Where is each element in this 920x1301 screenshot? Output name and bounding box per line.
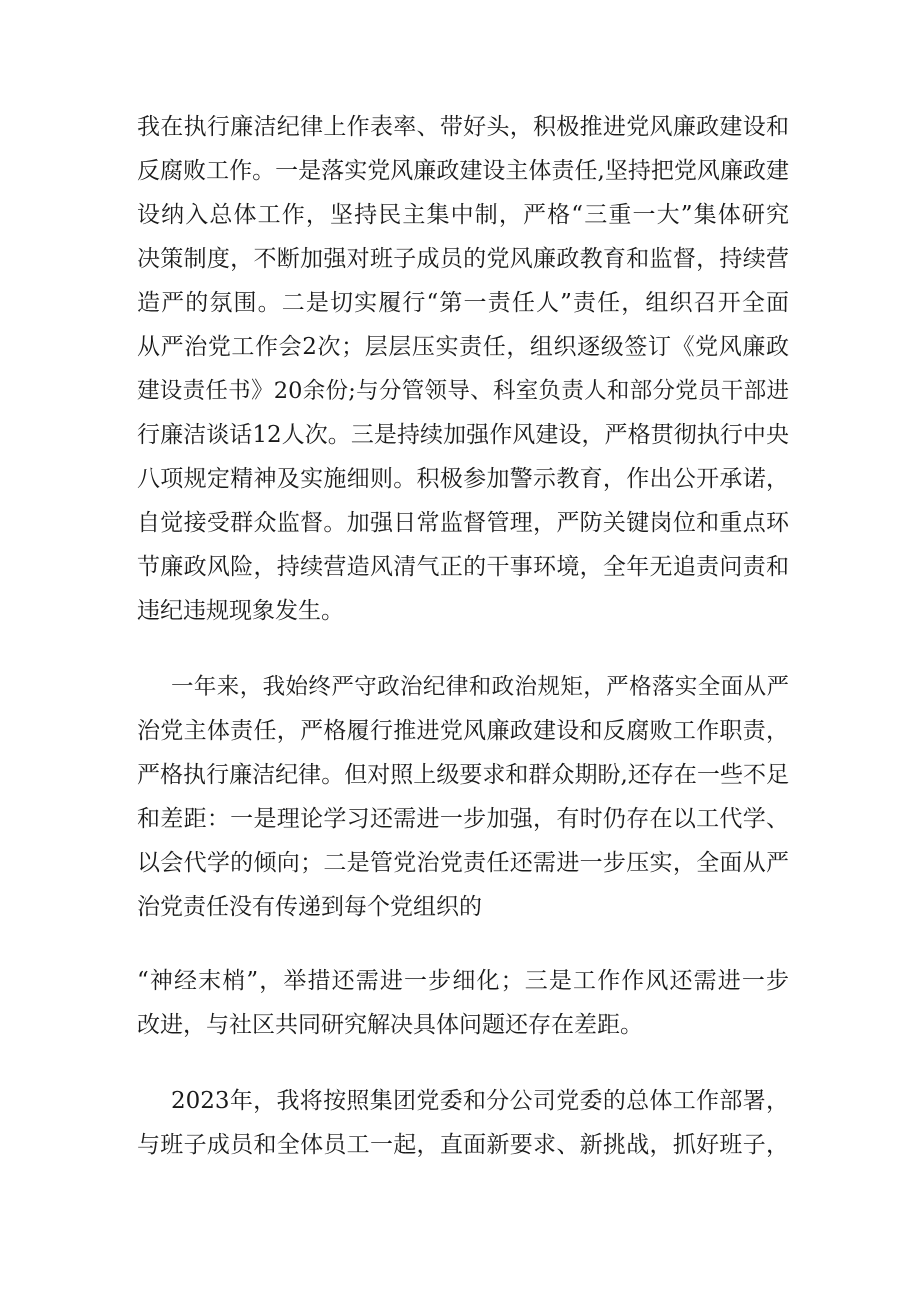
text-line: 我在执行廉洁纪律上作表率、带好头，积极推进党风廉政建设和: [137, 114, 789, 140]
text-line: 治党主体责任，严格履行推进党风廉政建设和反腐败工作职责，: [137, 718, 789, 744]
text-line: 建设责任书》20余份;与分管领导、科室负责人和部分党员干部进: [137, 378, 789, 404]
text-line: 八项规定精神及实施细则。积极参加警示教育，作出公开承诺，: [137, 466, 789, 492]
text-line: 和差距：一是理论学习还需进一步加强，有时仍存在以工代学、: [137, 806, 789, 832]
text-line: 一年来，我始终严守政治纪律和政治规矩，严格落实全面从严: [171, 674, 789, 700]
text-line: 严格执行廉洁纪律。但对照上级要求和群众期盼,还存在一些不足: [137, 762, 789, 788]
text-line: 自觉接受群众监督。加强日常监督管理，严防关键岗位和重点环: [137, 510, 789, 536]
text-line: 以会代学的倾向；二是管党治党责任还需进一步压实，全面从严: [137, 850, 789, 876]
text-line: 节廉政风险，持续营造风清气正的干事环境，全年无追责问责和: [137, 554, 789, 580]
text-line: “神经末梢”，举措还需进一步细化；三是工作作风还需进一步: [137, 968, 789, 994]
text-line: 反腐败工作。一是落实党风廉政建设主体责任,坚持把党风廉政建: [137, 158, 789, 184]
text-line: 行廉洁谈话12人次。三是持续加强作风建设，严格贯彻执行中央: [137, 422, 789, 448]
text-line: 2023年，我将按照集团党委和分公司党委的总体工作部署，: [171, 1088, 789, 1114]
text-line: 设纳入总体工作，坚持民主集中制，严格“三重一大”集体研究: [137, 202, 789, 228]
text-line: 造严的氛围。二是切实履行“第一责任人”责任，组织召开全面: [137, 290, 789, 316]
text-line: 治党责任没有传递到每个党组织的: [137, 894, 482, 920]
text-line: 决策制度，不断加强对班子成员的党风廉政教育和监督，持续营: [137, 246, 789, 272]
text-line: 改进，与社区共同研究解决具体问题还存在差距。: [137, 1012, 643, 1038]
text-line: 与班子成员和全体员工一起，直面新要求、新挑战，抓好班子，: [137, 1132, 789, 1158]
text-line: 违纪违规现象发生。: [137, 598, 344, 624]
text-line: 从严治党工作会2次；层层压实责任，组织逐级签订《党风廉政: [137, 334, 789, 360]
